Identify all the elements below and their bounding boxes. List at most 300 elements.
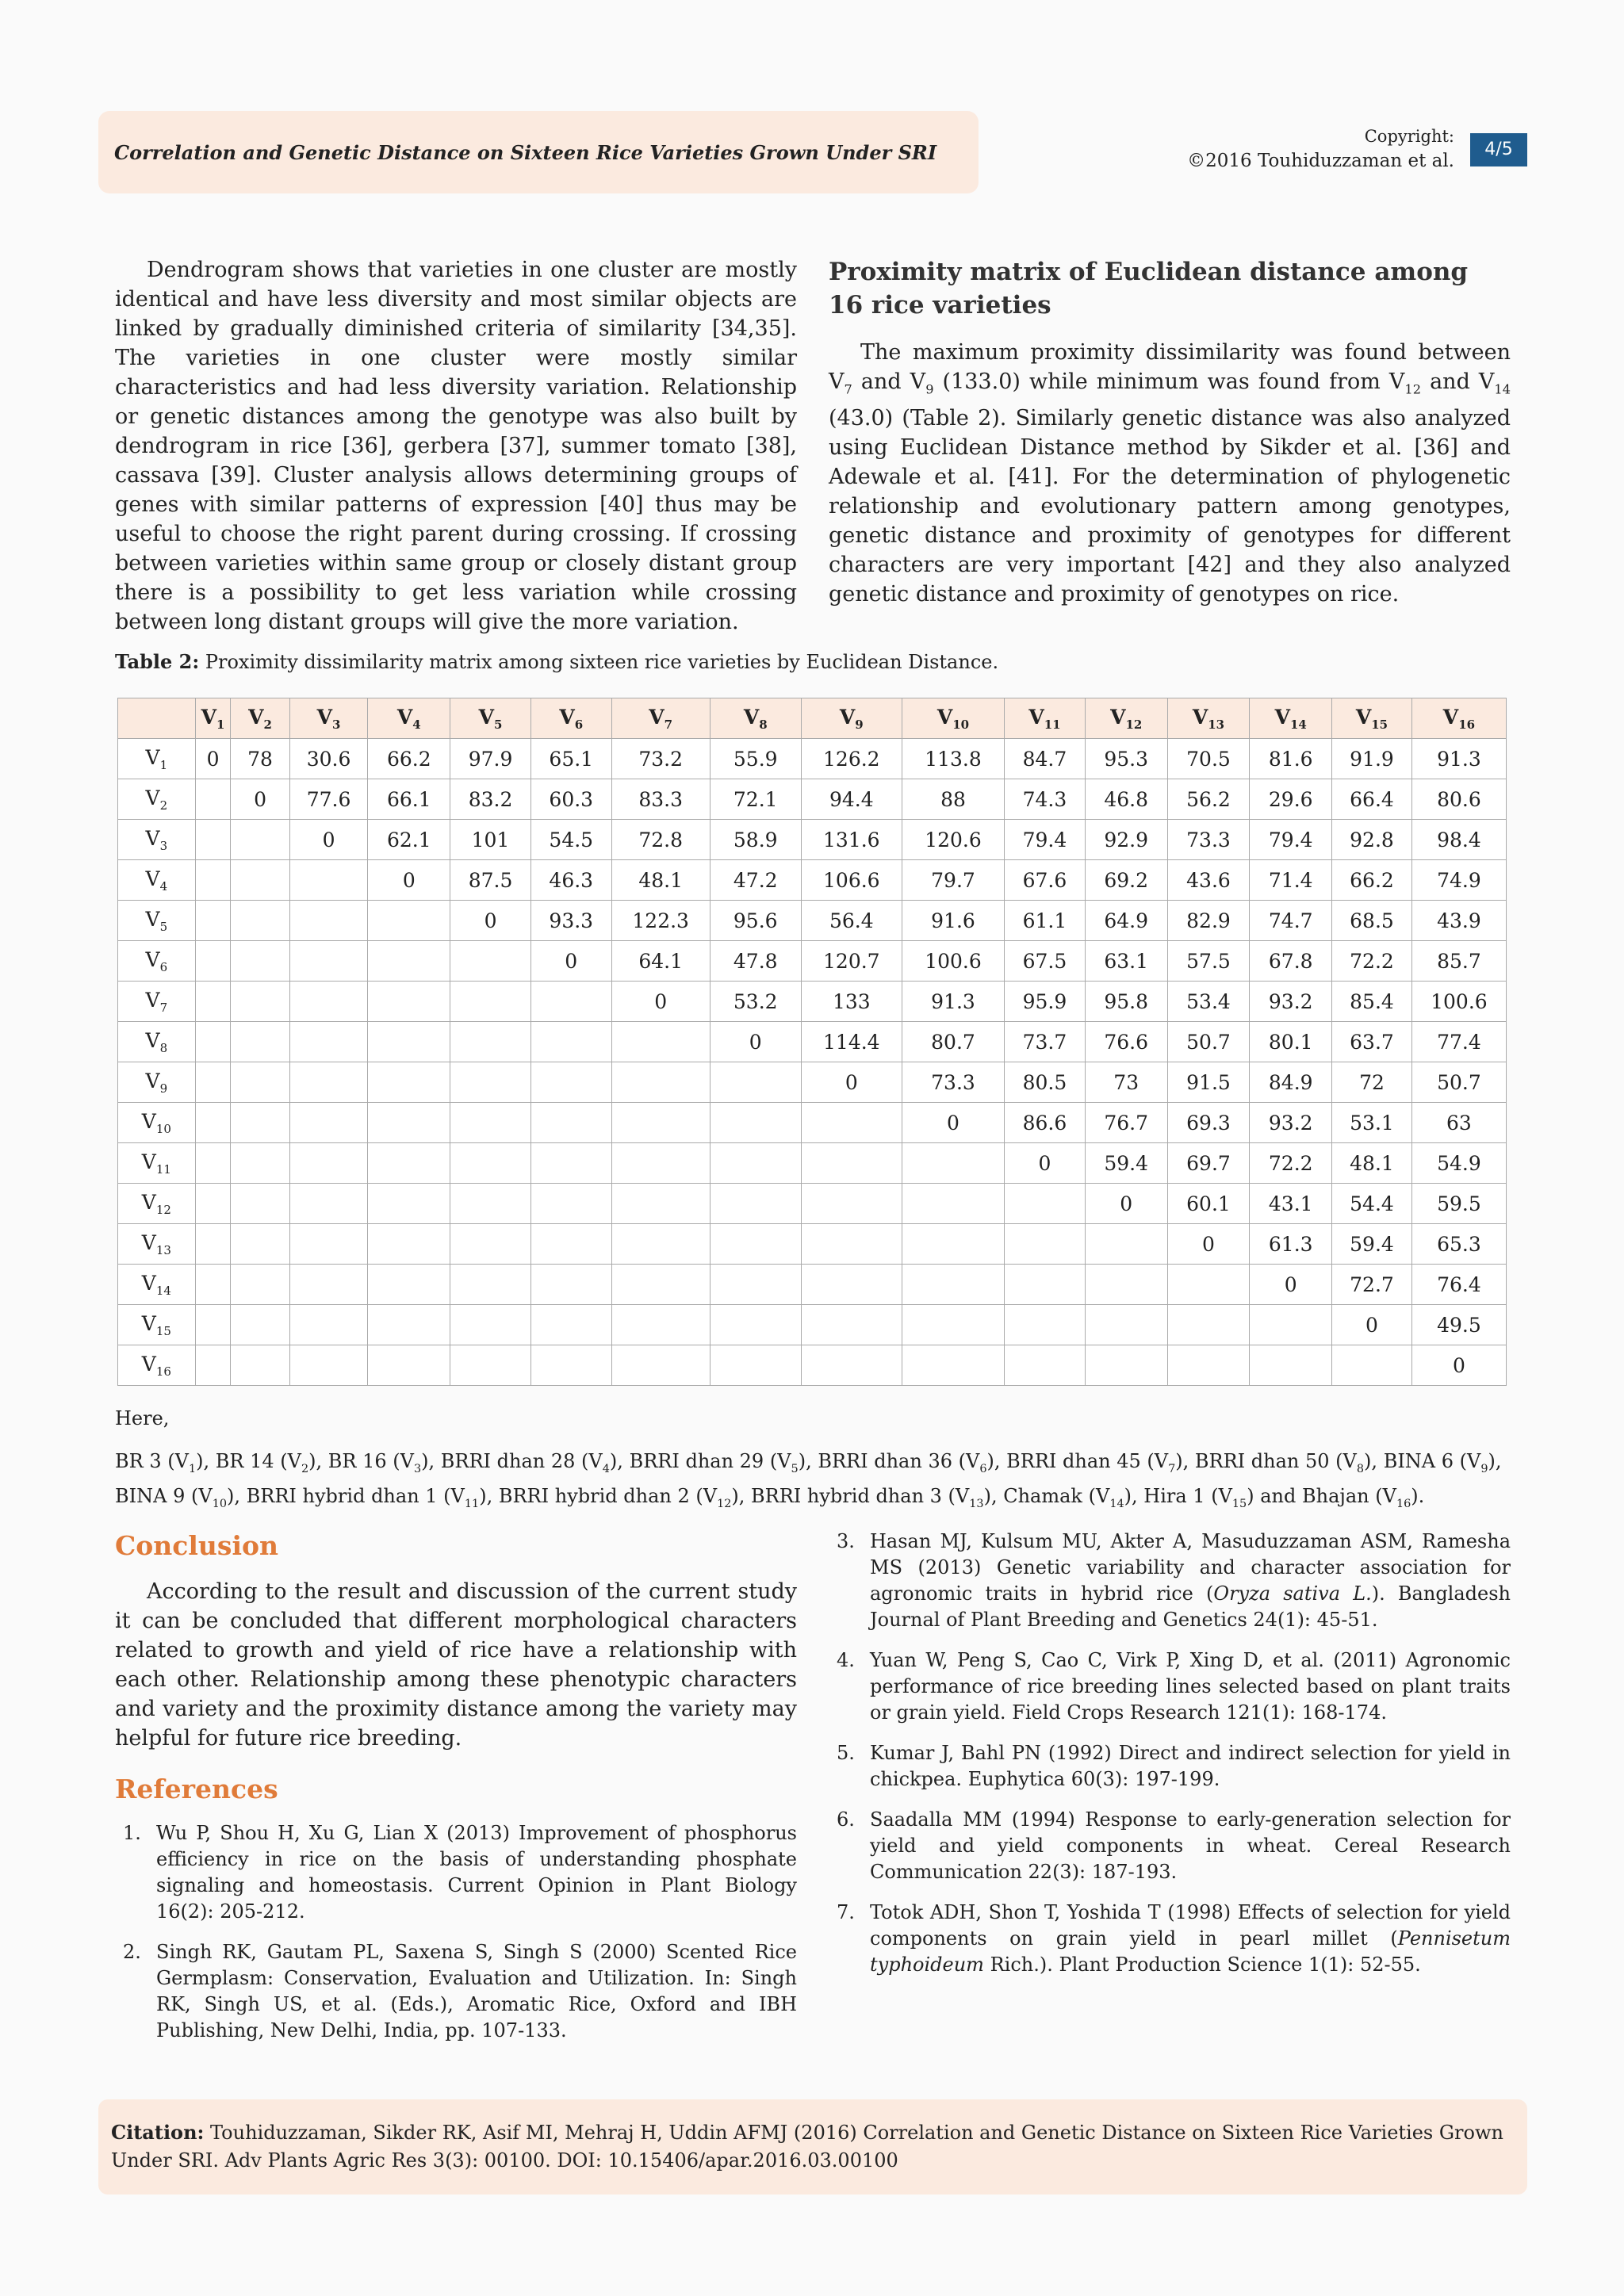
row-header-v7: $V_7$ xyxy=(118,982,196,1022)
copyright-label: Copyright: xyxy=(1364,127,1454,146)
table-cell: 73.3 xyxy=(902,1062,1004,1103)
table-cell xyxy=(368,941,450,982)
table-cell xyxy=(902,1305,1004,1345)
column-header-v12: $V_{12}$ xyxy=(1085,698,1167,739)
table-cell: 73.7 xyxy=(1005,1022,1086,1062)
right-column-top xyxy=(829,255,1511,609)
table-cell xyxy=(530,1265,611,1305)
table-cell xyxy=(195,1305,231,1345)
table-cell xyxy=(710,1305,801,1345)
table-cell: 94.4 xyxy=(801,779,902,820)
table-cell xyxy=(1085,1305,1167,1345)
table-cell: 73.3 xyxy=(1167,820,1250,860)
table-cell xyxy=(195,1184,231,1224)
table-row xyxy=(118,1224,1507,1265)
column-header-v3: $V_3$ xyxy=(289,698,368,739)
table-cell: 0 xyxy=(530,941,611,982)
table-cell: 0 xyxy=(611,982,710,1022)
table-row xyxy=(118,739,1507,779)
table-cell xyxy=(195,1022,231,1062)
table-cell: 73 xyxy=(1085,1062,1167,1103)
table-cell: 92.9 xyxy=(1085,820,1167,860)
table-row xyxy=(118,941,1507,982)
table-cell xyxy=(289,1062,368,1103)
table-cell: 62.1 xyxy=(368,820,450,860)
table-cell: 85.4 xyxy=(1332,982,1412,1022)
table-cell: 55.9 xyxy=(710,739,801,779)
table-cell: 0 xyxy=(710,1022,801,1062)
table-cell: 76.4 xyxy=(1411,1265,1506,1305)
table-cell xyxy=(1332,1345,1412,1386)
table-cell: 114.4 xyxy=(801,1022,902,1062)
table-cell xyxy=(530,1143,611,1184)
table-cell: 53.1 xyxy=(1332,1103,1412,1143)
table-cell xyxy=(231,982,289,1022)
table-cell xyxy=(902,1265,1004,1305)
table-cell: 95.9 xyxy=(1005,982,1086,1022)
column-header-v15: $V_{15}$ xyxy=(1332,698,1412,739)
table-cell: 49.5 xyxy=(1411,1305,1506,1345)
table-cell: 66.2 xyxy=(368,739,450,779)
table-cell xyxy=(231,1224,289,1265)
table-cell: 113.8 xyxy=(902,739,1004,779)
table-cell xyxy=(195,1103,231,1143)
left-column-top xyxy=(115,255,797,637)
table-cell: 60.1 xyxy=(1167,1184,1250,1224)
table-cell: 101 xyxy=(450,820,531,860)
table-cell xyxy=(801,1143,902,1184)
table-cell xyxy=(368,1184,450,1224)
row-header-v16: $V_{16}$ xyxy=(118,1345,196,1386)
table-cell xyxy=(1005,1224,1086,1265)
table-cell xyxy=(289,941,368,982)
table-cell xyxy=(231,1305,289,1345)
table-row xyxy=(118,1305,1507,1345)
table-cell xyxy=(231,1143,289,1184)
table-cell: 73.2 xyxy=(611,739,710,779)
running-title: Correlation and Genetic Distance on Sixteen Rice Varieties Grown Under SRI xyxy=(114,141,937,164)
table-cell xyxy=(1250,1345,1332,1386)
table-cell xyxy=(195,1345,231,1386)
variety-name: Chamak xyxy=(1003,1484,1082,1507)
table-cell: 91.9 xyxy=(1332,739,1412,779)
table-cell: 0 xyxy=(1332,1305,1412,1345)
table-cell xyxy=(368,901,450,941)
table-cell xyxy=(450,1305,531,1345)
table-cell xyxy=(289,1265,368,1305)
table-cell xyxy=(289,1345,368,1386)
column-header-v16: $V_{16}$ xyxy=(1411,698,1506,739)
table-cell xyxy=(289,1224,368,1265)
row-header-v5: $V_5$ xyxy=(118,901,196,941)
proximity-paragraph: The maximum proximity dissimilarity was found between $V_7$ and $V_9$ (133.0) while minimum was found from $V_{12}$ and $V_{14}$ (43.0) (Table 2). Similarly genetic distance was also analyzed using Euclidean Distance method by Sikder et al. [36] and Adewale et al. [41]. For the determination of phylogenetic relationship and evolutionary pattern among genotypes, genetic distance and proximity of genotypes for different characters are very important [42] and they also analyzed genetic distance and proximity of genotypes on rice. xyxy=(829,340,1511,607)
table-cell xyxy=(368,1062,450,1103)
table-row xyxy=(118,982,1507,1022)
table-cell xyxy=(195,1265,231,1305)
table-cell xyxy=(611,1345,710,1386)
table-cell: 133 xyxy=(801,982,902,1022)
table-cell xyxy=(902,1345,1004,1386)
table-cell: 95.6 xyxy=(710,901,801,941)
table-cell: 0 xyxy=(1250,1265,1332,1305)
table-row xyxy=(118,820,1507,860)
table-cell: 83.3 xyxy=(611,779,710,820)
table-cell xyxy=(450,1062,531,1103)
table-row xyxy=(118,1345,1507,1386)
table-cell xyxy=(195,901,231,941)
table-cell: 95.3 xyxy=(1085,739,1167,779)
table-cell: 91.3 xyxy=(1411,739,1506,779)
table-cell xyxy=(368,982,450,1022)
variety-name: BINA 9 xyxy=(115,1484,186,1507)
table-cell: 30.6 xyxy=(289,739,368,779)
table-cell xyxy=(231,1345,289,1386)
table-cell: 74.3 xyxy=(1005,779,1086,820)
matrix-corner xyxy=(118,698,196,739)
references-list-right xyxy=(829,1529,1511,1978)
table-cell xyxy=(450,1143,531,1184)
table-cell xyxy=(801,1265,902,1305)
table-cell xyxy=(530,1305,611,1345)
reference-item: 4. Yuan W, Peng S, Cao C, Virk P, Xing D, et al. (2011) Agronomic performance of rice breeding lines selected based on plant traits or grain yield. Field Crops Research 121(1): 168-174. xyxy=(837,1649,1511,1724)
table-cell xyxy=(1250,1305,1332,1345)
table-cell: 120.7 xyxy=(801,941,902,982)
table-cell: 69.2 xyxy=(1085,860,1167,901)
table-cell xyxy=(710,1143,801,1184)
table-cell: 91.5 xyxy=(1167,1062,1250,1103)
references-heading: References xyxy=(115,1774,278,1804)
variety-name: BRRI hybrid dhan 2 xyxy=(498,1484,690,1507)
column-header-v11: $V_{11}$ xyxy=(1005,698,1086,739)
table-cell: 0 xyxy=(902,1103,1004,1143)
table-cell: 93.2 xyxy=(1250,982,1332,1022)
table-cell: 100.6 xyxy=(902,941,1004,982)
table-cell xyxy=(231,1022,289,1062)
table-cell xyxy=(289,1103,368,1143)
table-cell: 0 xyxy=(1167,1224,1250,1265)
table-row xyxy=(118,1022,1507,1062)
conclusion-paragraph: According to the result and discussion of the current study it can be concluded that different morphological characters related to growth and yield of rice have a relationship with each other. Relationship among these phenotypic characters and variety and the proximity distance among the variety may helpful for future rice breeding. xyxy=(115,1579,797,1751)
table-cell: 0 xyxy=(231,779,289,820)
table-cell: 54.9 xyxy=(1411,1143,1506,1184)
table-cell: 93.3 xyxy=(530,901,611,941)
table-cell xyxy=(710,1345,801,1386)
table-cell xyxy=(289,982,368,1022)
table-cell: 79.4 xyxy=(1005,820,1086,860)
table-cell: 74.9 xyxy=(1411,860,1506,901)
column-header-v10: $V_{10}$ xyxy=(902,698,1004,739)
table-row xyxy=(118,1184,1507,1224)
table-cell: 63.1 xyxy=(1085,941,1167,982)
table-cell: 120.6 xyxy=(902,820,1004,860)
table-cell xyxy=(611,1103,710,1143)
table-cell xyxy=(801,1305,902,1345)
row-header-v8: $V_8$ xyxy=(118,1022,196,1062)
table-cell: 63.7 xyxy=(1332,1022,1412,1062)
table-cell: 72 xyxy=(1332,1062,1412,1103)
variety-name: BRRI dhan 29 xyxy=(629,1450,764,1472)
table-cell xyxy=(231,1184,289,1224)
table-cell xyxy=(368,1022,450,1062)
table-cell: 43.1 xyxy=(1250,1184,1332,1224)
table-cell: 88 xyxy=(902,779,1004,820)
table-cell: 84.7 xyxy=(1005,739,1086,779)
table-cell: 92.8 xyxy=(1332,820,1412,860)
variety-legend: BR 3 $(V_1)$, BR 14 $(V_2)$, BR 16 $(V_3)$, BRRI dhan 28 $(V_4)$, BRRI dhan 29 $(V_5)$, BRRI dhan 36 $(V_6)$, BRRI dhan 45 $(V_7)$, BRRI dhan 50 $(V_8)$, BINA 6 $(V_9)$, BINA 9 $(V_{10})$, BRRI hybrid dhan 1 $(V_{11})$, BRRI hybrid dhan 2 $(V_{12})$, BRRI hybrid dhan 3 $(V_{13})$, Chamak $(V_{14})$, Hira 1 $(V_{15})$ and Bhajan $(V_{16})$. xyxy=(115,1450,1502,1510)
page-number-badge: 4/5 xyxy=(1470,133,1527,166)
table-cell xyxy=(450,941,531,982)
variety-name: Bhajan xyxy=(1302,1484,1369,1507)
table-cell xyxy=(231,860,289,901)
table-cell: 87.5 xyxy=(450,860,531,901)
column-header-v1: $V_1$ xyxy=(195,698,231,739)
row-header-v14: $V_{14}$ xyxy=(118,1265,196,1305)
table-cell: 63 xyxy=(1411,1103,1506,1143)
table-cell: 122.3 xyxy=(611,901,710,941)
table-cell xyxy=(195,860,231,901)
table-cell xyxy=(530,1184,611,1224)
table-cell: 43.6 xyxy=(1167,860,1250,901)
table-cell xyxy=(289,901,368,941)
table-cell xyxy=(710,1224,801,1265)
table-cell xyxy=(801,1224,902,1265)
table-cell: 66.4 xyxy=(1332,779,1412,820)
table-cell: 0 xyxy=(368,860,450,901)
reference-item: 5. Kumar J, Bahl PN (1992) Direct and indirect selection for yield in chickpea. Euphytica 60(3): 197-199. xyxy=(837,1742,1511,1790)
variety-name: BINA 6 xyxy=(1383,1450,1454,1472)
table-cell xyxy=(902,1143,1004,1184)
table-cell: 72.8 xyxy=(611,820,710,860)
proximity-matrix-table xyxy=(117,698,1507,1386)
table-cell: 76.7 xyxy=(1085,1103,1167,1143)
table-cell xyxy=(450,1265,531,1305)
table-cell: 65.3 xyxy=(1411,1224,1506,1265)
table-cell: 53.4 xyxy=(1167,982,1250,1022)
table-cell xyxy=(530,1103,611,1143)
column-header-v4: $V_4$ xyxy=(368,698,450,739)
conclusion-heading: Conclusion xyxy=(115,1530,279,1561)
matrix-header-row xyxy=(118,698,1507,739)
table-cell xyxy=(231,901,289,941)
table-cell: 93.2 xyxy=(1250,1103,1332,1143)
table-cell xyxy=(710,1103,801,1143)
table-cell: 65.1 xyxy=(530,739,611,779)
table-cell: 50.7 xyxy=(1411,1062,1506,1103)
table-cell: 58.9 xyxy=(710,820,801,860)
table-cell xyxy=(231,1265,289,1305)
table-cell: 72.1 xyxy=(710,779,801,820)
table-cell: 81.6 xyxy=(1250,739,1332,779)
table-cell: 0 xyxy=(1085,1184,1167,1224)
column-header-v13: $V_{13}$ xyxy=(1167,698,1250,739)
table-cell: 59.4 xyxy=(1332,1224,1412,1265)
table-cell: 80.7 xyxy=(902,1022,1004,1062)
table-cell xyxy=(289,1143,368,1184)
row-header-v9: $V_9$ xyxy=(118,1062,196,1103)
table-cell: 80.5 xyxy=(1005,1062,1086,1103)
table-cell xyxy=(368,1345,450,1386)
table-cell xyxy=(1085,1345,1167,1386)
column-header-v9: $V_9$ xyxy=(801,698,902,739)
table-cell: 70.5 xyxy=(1167,739,1250,779)
table-cell: 77.4 xyxy=(1411,1022,1506,1062)
table-cell xyxy=(1085,1265,1167,1305)
table-cell: 54.4 xyxy=(1332,1184,1412,1224)
table-cell: 72.2 xyxy=(1332,941,1412,982)
table-cell: 74.7 xyxy=(1250,901,1332,941)
row-header-v12: $V_{12}$ xyxy=(118,1184,196,1224)
table-cell xyxy=(530,1345,611,1386)
table-cell xyxy=(1005,1184,1086,1224)
table-cell: 100.6 xyxy=(1411,982,1506,1022)
table-cell xyxy=(195,941,231,982)
reference-item: 2. Singh RK, Gautam PL, Saxena S, Singh S (2000) Scented Rice Germplasm: Conservation, Evaluation and Utilization. In: Singh RK, Singh US, et al. (Eds.), Aromatic Rice, Oxford and IBH Publishing, New Delhi, India, pp. 107-133. xyxy=(123,1941,797,2042)
table-cell xyxy=(710,1184,801,1224)
table-cell: 91.6 xyxy=(902,901,1004,941)
table-cell: 66.2 xyxy=(1332,860,1412,901)
table-cell: 47.8 xyxy=(710,941,801,982)
table-cell xyxy=(611,1184,710,1224)
table-cell xyxy=(195,779,231,820)
table-cell xyxy=(611,1143,710,1184)
column-header-v6: $V_6$ xyxy=(530,698,611,739)
table-cell xyxy=(450,1184,531,1224)
table-cell: 95.8 xyxy=(1085,982,1167,1022)
table-cell xyxy=(611,1062,710,1103)
row-header-v13: $V_{13}$ xyxy=(118,1224,196,1265)
variety-name: BR 16 xyxy=(327,1450,387,1472)
table-row xyxy=(118,1143,1507,1184)
row-header-v15: $V_{15}$ xyxy=(118,1305,196,1345)
table-cell xyxy=(231,941,289,982)
table-cell: 68.5 xyxy=(1332,901,1412,941)
table-cell: 64.9 xyxy=(1085,901,1167,941)
table-cell: 59.5 xyxy=(1411,1184,1506,1224)
table-cell: 71.4 xyxy=(1250,860,1332,901)
references-right-column xyxy=(829,1529,1511,1992)
proximity-heading: Proximity matrix of Euclidean distance among 16 rice varieties xyxy=(829,258,1469,320)
table-cell xyxy=(450,1022,531,1062)
table-cell xyxy=(710,1265,801,1305)
variety-name: BR 14 xyxy=(215,1450,274,1472)
table-cell xyxy=(710,1062,801,1103)
table-cell xyxy=(1167,1305,1250,1345)
variety-name: BRRI hybrid dhan 1 xyxy=(246,1484,438,1507)
table-cell: 67.8 xyxy=(1250,941,1332,982)
table-row xyxy=(118,1062,1507,1103)
table-cell: 47.2 xyxy=(710,860,801,901)
table-cell: 0 xyxy=(1005,1143,1086,1184)
table-cell xyxy=(450,1224,531,1265)
table-cell xyxy=(530,1224,611,1265)
table-cell: 48.1 xyxy=(1332,1143,1412,1184)
table-cell: 97.9 xyxy=(450,739,531,779)
table-cell: 69.7 xyxy=(1167,1143,1250,1184)
column-header-v5: $V_5$ xyxy=(450,698,531,739)
table-cell: 98.4 xyxy=(1411,820,1506,860)
table-cell: 79.4 xyxy=(1250,820,1332,860)
table-cell: 29.6 xyxy=(1250,779,1332,820)
row-header-v11: $V_{11}$ xyxy=(118,1143,196,1184)
table-cell: 72.7 xyxy=(1332,1265,1412,1305)
table-cell: 84.9 xyxy=(1250,1062,1332,1103)
table-row xyxy=(118,1103,1507,1143)
table-cell: 67.5 xyxy=(1005,941,1086,982)
table-cell xyxy=(801,1184,902,1224)
table-cell: 69.3 xyxy=(1167,1103,1250,1143)
row-header-v1: $V_1$ xyxy=(118,739,196,779)
table-cell: 57.5 xyxy=(1167,941,1250,982)
table-cell: 0 xyxy=(1411,1345,1506,1386)
table-cell xyxy=(1085,1224,1167,1265)
table-cell: 80.1 xyxy=(1250,1022,1332,1062)
table-cell: 86.6 xyxy=(1005,1103,1086,1143)
dendrogram-paragraph: Dendrogram shows that varieties in one cluster are mostly identical and have less diversity and most similar objects are linked by gradually diminished criteria of similarity [34,35]. The varieties in one cluster were mostly similar characteristics and had less diversity variation. Relationship or genetic distances among the genotype was also built by dendrogram in rice [36], gerbera [37], summer tomato [38], cassava [39]. Cluster analysis allows determining groups of genes with similar patterns of expression [40] thus may be useful to choose the right parent during crossing. If crossing between varieties within same group or closely distant group there is a possibility to get less variation while crossing between long distant groups will give the more variation. xyxy=(115,258,797,634)
table-row xyxy=(118,860,1507,901)
variety-name: Hira 1 xyxy=(1143,1484,1205,1507)
reference-item: 3. Hasan MJ, Kulsum MU, Akter A, Masuduzzaman ASM, Ramesha MS (2013) Genetic variability and character association for agronomic traits in hybrid rice (Oryza sativa L.). Bangladesh Journal of Plant Breeding and Genetics 24(1): 45-51. xyxy=(837,1530,1511,1631)
table-cell: 76.6 xyxy=(1085,1022,1167,1062)
table-cell: 56.2 xyxy=(1167,779,1250,820)
column-header-v14: $V_{14}$ xyxy=(1250,698,1332,739)
row-header-v3: $V_3$ xyxy=(118,820,196,860)
table-cell xyxy=(530,1062,611,1103)
table-cell: 61.1 xyxy=(1005,901,1086,941)
table-cell: 72.2 xyxy=(1250,1143,1332,1184)
table-cell xyxy=(1167,1265,1250,1305)
table-cell: 64.1 xyxy=(611,941,710,982)
table-cell xyxy=(231,1062,289,1103)
table-cell: 50.7 xyxy=(1167,1022,1250,1062)
table-caption: Table 2: Proximity dissimilarity matrix among sixteen rice varieties by Euclidean Distance. xyxy=(115,650,999,673)
table-cell xyxy=(368,1103,450,1143)
table-cell: 126.2 xyxy=(801,739,902,779)
reference-item: 1. Wu P, Shou H, Xu G, Lian X (2013) Improvement of phosphorus efficiency in rice on the basis of understanding phosphate signaling and homeostasis. Current Opinion in Plant Biology 16(2): 205-212. xyxy=(123,1822,797,1923)
table-cell: 56.4 xyxy=(801,901,902,941)
table-cell: 77.6 xyxy=(289,779,368,820)
table-cell: 79.7 xyxy=(902,860,1004,901)
table-cell xyxy=(801,1345,902,1386)
column-header-v7: $V_7$ xyxy=(611,698,710,739)
row-header-v2: $V_2$ xyxy=(118,779,196,820)
table-cell xyxy=(195,1224,231,1265)
table-cell: 43.9 xyxy=(1411,901,1506,941)
table-cell: 78 xyxy=(231,739,289,779)
table-cell xyxy=(1167,1345,1250,1386)
table-cell: 66.1 xyxy=(368,779,450,820)
references-list-left xyxy=(115,1820,797,2044)
row-header-v6: $V_6$ xyxy=(118,941,196,982)
variety-name: BRRI hybrid dhan 3 xyxy=(751,1484,942,1507)
table-cell: 91.3 xyxy=(902,982,1004,1022)
table-cell xyxy=(450,982,531,1022)
table-cell xyxy=(195,820,231,860)
table-cell xyxy=(902,1184,1004,1224)
table-cell: 106.6 xyxy=(801,860,902,901)
table-cell xyxy=(1005,1345,1086,1386)
row-header-v4: $V_4$ xyxy=(118,860,196,901)
table-cell xyxy=(195,1062,231,1103)
column-header-v2: $V_2$ xyxy=(231,698,289,739)
variety-name: BR 3 xyxy=(115,1450,162,1472)
reference-item: 7. Totok ADH, Shon T, Yoshida T (1998) Effects of selection for yield components on grain yield in pearl millet (Pennisetum typhoideum Rich.). Plant Production Science 1(1): 52-55. xyxy=(837,1901,1511,1976)
table-cell: 61.3 xyxy=(1250,1224,1332,1265)
citation: Citation: Touhiduzzaman, Sikder RK, Asif MI, Mehraj H, Uddin AFMJ (2016) Correlation and Genetic Distance on Sixteen Rice Varieties Grown Under SRI. Adv Plants Agric Res 3(3): 00100. DOI: 10.15406/apar.2016.03.00100 xyxy=(111,2121,1503,2172)
legend-here: Here, xyxy=(115,1407,170,1429)
table-cell xyxy=(195,982,231,1022)
table-cell xyxy=(801,1103,902,1143)
table-cell xyxy=(289,1305,368,1345)
